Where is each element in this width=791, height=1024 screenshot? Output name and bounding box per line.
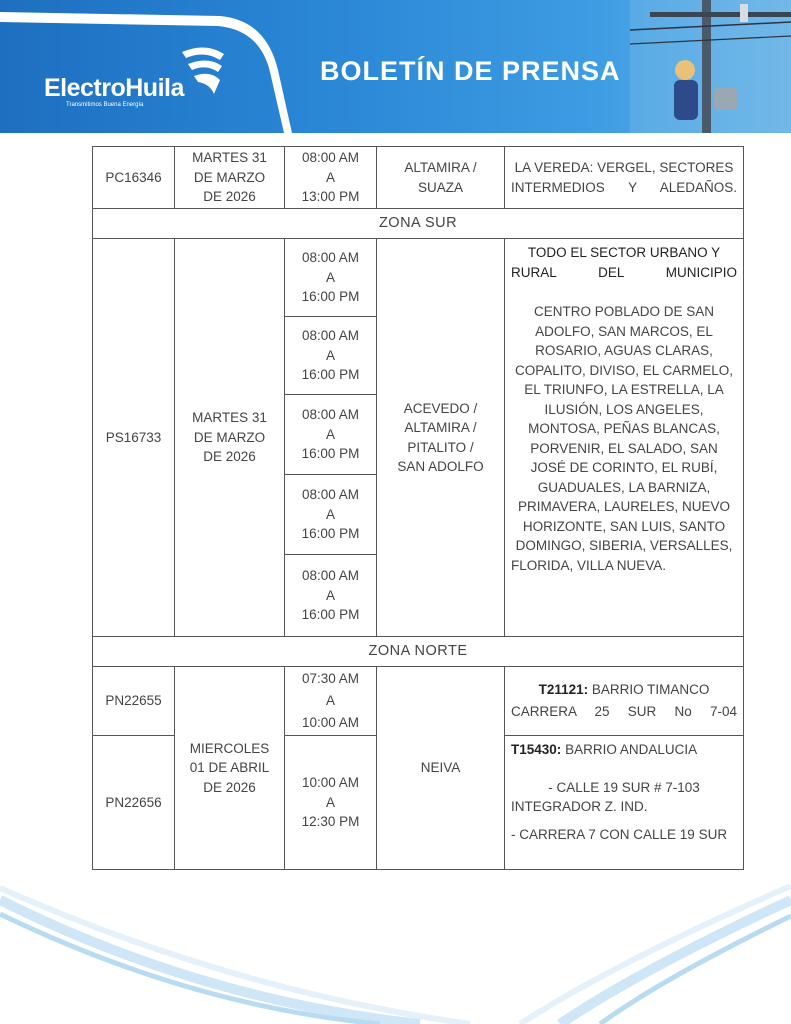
- zone-sur-heading: ZONA SUR: [93, 209, 744, 239]
- time-cell: 08:00 AM A 16:00 PM: [285, 395, 377, 475]
- code-cell: PS16733: [93, 239, 175, 637]
- press-header: [0, 0, 791, 133]
- date-cell: MARTES 31 DE MARZO DE 2026: [175, 147, 285, 209]
- table-row: [93, 147, 744, 209]
- zone-norte-heading: ZONA NORTE: [93, 637, 744, 667]
- municipio-cell: ALTAMIRA / SUAZA: [377, 147, 505, 209]
- trafo-code: T21121:: [538, 682, 589, 697]
- time-cell: 08:00 AM A 16:00 PM: [285, 239, 377, 317]
- time-cell: 07:30 AM A 10:00 AM: [285, 667, 377, 736]
- time-cell: 08:00 AM A 16:00 PM: [285, 475, 377, 555]
- sectores-cell: [505, 239, 744, 637]
- address-item: - CALLE 19 SUR # 7-103 INTEGRADOR Z. IND.: [511, 779, 700, 814]
- sector-title: TODO EL SECTOR URBANO Y RURAL DEL MUNICIPIO: [511, 245, 737, 280]
- outage-schedule-table: [92, 146, 744, 870]
- code-cell: PC16346: [93, 147, 175, 209]
- municipio-cell: NEIVA: [377, 667, 505, 870]
- municipio-cell: ACEVEDO / ALTAMIRA / PITALITO / SAN ADOLFO: [377, 239, 505, 637]
- table-row: [93, 239, 744, 317]
- logo-wordmark: ElectroHuila: [44, 74, 184, 102]
- electrohuila-logo: [44, 44, 244, 114]
- time-cell: 08:00 AM A 16:00 PM: [285, 317, 377, 395]
- zone-row: [93, 209, 744, 239]
- sectores-cell: [505, 667, 744, 736]
- sectores-cell: LA VEREDA: VERGEL, SECTORES INTERMEDIOS Y ALEDAÑOS.: [505, 147, 744, 209]
- sectores-cell: [505, 736, 744, 870]
- logo-tagline: Transmitimos Buena Energía: [66, 102, 144, 108]
- date-cell: MIERCOLES 01 DE ABRIL DE 2026: [175, 667, 285, 870]
- footer-wave-decoration: [0, 880, 791, 1024]
- date-cell: MARTES 31 DE MARZO DE 2026: [175, 239, 285, 637]
- time-cell: 08:00 AM A 16:00 PM: [285, 555, 377, 637]
- address-item: - CARRERA 7 CON CALLE 19 SUR: [511, 826, 728, 842]
- zone-row: [93, 637, 744, 667]
- sector-list: CENTRO POBLADO DE SAN ADOLFO, SAN MARCOS, EL ROSARIO, AGUAS CLARAS, COPALITO, DIVISO, EL CARMELO, EL TRIUNFO, LA ESTRELLA, LA ILUSIÓN, LOS ANGELES, MONTOSA, PEÑAS BLANCAS, PORVENIR, EL SALADO, SAN JOSÉ DE CORINTO, EL RUBÍ, GUADUALES, LA BARNIZA, PRIMAVERA, LAURELES, NUEVO HORIZONTE, SAN LUIS, SANTO DOMINGO, SIBERIA, VERSALLES, FLORIDA, VILLA NUEVA.: [511, 304, 734, 573]
- trafo-code: T15430:: [511, 742, 562, 757]
- code-cell: PN22655: [93, 667, 175, 736]
- logo-swoosh-icon: [176, 42, 236, 102]
- time-cell: 08:00 AM A 13:00 PM: [285, 147, 377, 209]
- sector-text: BARRIO TIMANCO CARRERA 25 SUR No 7-04: [511, 682, 737, 719]
- barrio-text: BARRIO ANDALUCIA: [565, 742, 698, 757]
- table-row: [93, 667, 744, 736]
- page-title: BOLETÍN DE PRENSA: [320, 56, 621, 86]
- code-cell: PN22656: [93, 736, 175, 870]
- lineman-photo: [630, 0, 791, 133]
- time-cell: 10:00 AM A 12:30 PM: [285, 736, 377, 870]
